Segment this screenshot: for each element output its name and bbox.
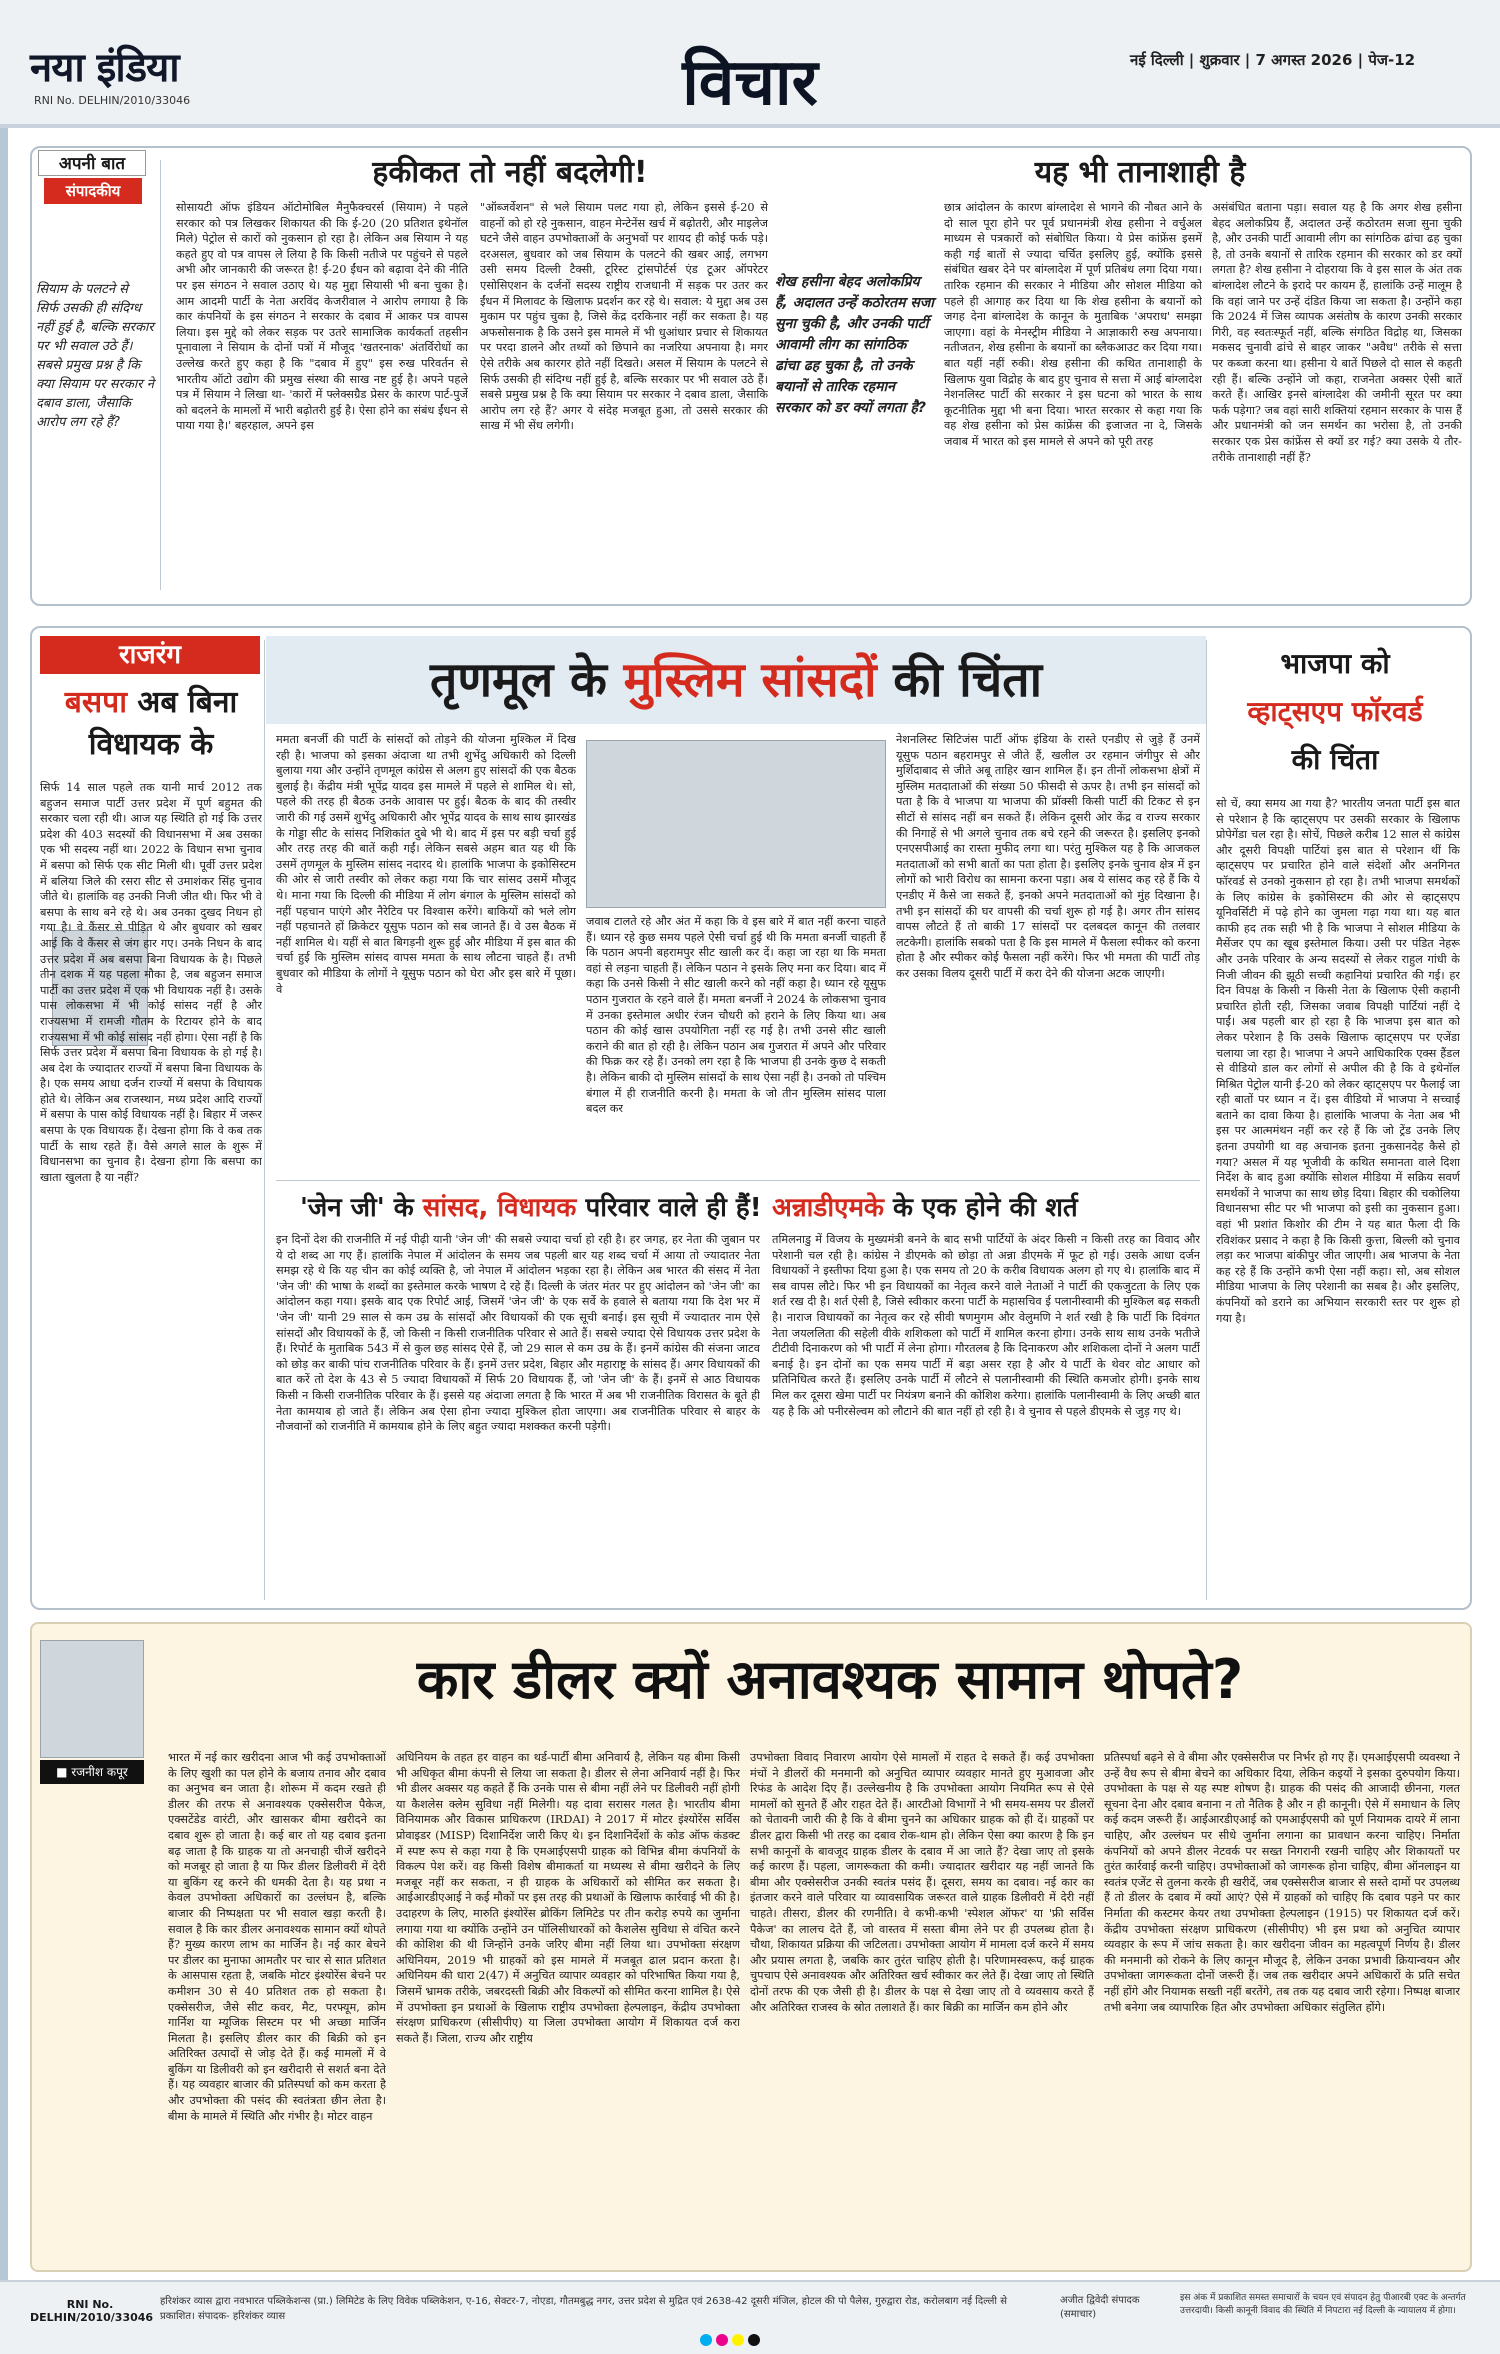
registration-dot-yellow bbox=[732, 2334, 744, 2346]
bjp-story-text: सो चें, क्या समय आ गया है? भारतीय जनता पार्टी इस बात से परेशान है कि व्हाट्सएप पर उसकी सरकार के खिलाफ प्रोपेगेंडा चल रहा है। सोचें, पिछले करीब 12 साल से कांग्रेस और दूसरी विपक्षी पार्टियां इस बात से परेशान थीं कि व्हाट्सएप पर प्रचारित होने वाले संदेशों और अनगिनत फॉरवर्ड से उनको नुकसान हो रहा है। तभी भाजपा समर्थकों के लिए कांग्रेस के इकोसिस्टम की ओर से व्हाट्सएप यूनिवर्सिटी में पढ़े होने का जुमला गढ़ा गया था। यह बात काफी हद तक सही भी है कि भाजपा ने सोशल मीडिया के मैसेंजर एप का खूब इस्तेमाल किया। उसी पर पंडित नेहरू और उनके परिवार के अन्य सदस्यों से लेकर राहुल गांधी के निजी जीवन की झूठी सच्ची कहानियां प्रचारित की गई। हर दिन विपक्ष के किसी न किसी नेता के खिलाफ ऐसी कहानी प्रचारित होती रही, जिसका जवाब विपक्षी पार्टियां नहीं दे पाईं। अब पहली बार हो रहा है कि भाजपा इस बात को लेकर परेशान है कि उसके खिलाफ व्हाट्सएप पर एजेंडा चलाया जा रहा है। भाजपा ने अपने आधिकारिक एक्स हैंडल से वीडियो डाल कर लोगों से अपील की है कि वे इथेनॉल मिश्रित पेट्रोल यानी ई-20 को लेकर व्हाट्सएप पर फैलाई जा रही बातों पर ध्यान न दें। इस वीडियो में भाजपा ने सच्चाई बताने का दावा किया है। हालांकि भाजपा के नेता अब भी इस पर आत्ममंथन नहीं कर रहे हैं कि जो ट्रेंड उनके लिए इतना उपयोगी था वह अचानक इतना नुकसानदेह कैसे हो गया? असल में यह भूजीवी के कथित समानता वाले दिशा निर्देश के बाद हुआ क्योंकि सोशल मीडिया में सक्रिय सवर्ण समर्थकों ने भाजपा का साथ छोड़ दिया। बिहार की चकोलिया विधानसभा सीट पर भी भाजपा को इसी का नुकसान हुआ। वहां भी प्रशांत किशोर की टीम ने यह बात फैला दी कि रविशंकर प्रसाद ने कहा है कि किसी कुत्ता, बिल्ली को चुनाव लड़ा कर भाजपा बांकीपुर जीत जाएगी। अब भाजपा के नेता कह रहे हैं कि उन्होंने कभी ऐसा नहीं कहा। सो, अब सोशल मीडिया भाजपा के लिए परेशानी का सबब है। और इसलिए, कंपनियों को डराने का अभियान सरकारी स्तर पर शुरू हो गया है। bbox=[1216, 797, 1460, 1325]
genz-headline-part-a: 'जेन जी' के bbox=[300, 1193, 423, 1223]
editorial-pullquote: सियाम के पलटने से सिर्फ उसकी ही संदिग्ध नहीं हुई है, बल्कि सरकार पर भी सवाल उठे हैं। सबसे प्रमुख प्रश्न है कि क्या सियाम पर सरकार ने दबाव डाला, जैसाकि आरोप लग रहे हैं? bbox=[36, 282, 154, 430]
aiadmk-headline-part-a: अन्नाडीएमके bbox=[772, 1193, 884, 1223]
trinamool-column-1: ममता बनर्जी की पार्टी के सांसदों को तोड़ने की योजना मुश्किल में दिख रही है। भाजपा को इसका अंदाजा था तभी शुभेंदु अधिकारी को दिल्ली बुलाया गया और उन्होंने तृणमूल कांग्रेस से अलग हुए सांसदों की एक बैठक बुलाई है। केंद्रीय मंत्री भूपेंद्र यादव इस मामले में पहले से शामिल थे। सो, पहले की तरह ही बैठक उनके आवास पर हुई। बैठक के बाद की तस्वीर जारी की गई उसमें शुभेंदु अधिकारी और भूपेंद्र यादव के साथ साथ झारखंड के गोड्डा सीट के सांसद निशिकांत दुबे भी थे। बाद में इस पर बड़ी चर्चा हुई और तरह तरह की बातें कही गईं। लेकिन सबसे अहम बात यह थी कि उसमें तृणमूल के मुस्लिम सांसद नदारद थे। हालांकि भाजपा के इकोसिस्टम की ओर से जारी तस्वीर को लेकर कहा गया कि चार सांसद उसमें मौजूद थे। माना गया कि दिल्ली की मीडिया में लोग बंगाल के मुस्लिम सांसदों को नहीं पहचान पाएंगे और नैरेटिव पर विश्वास करेंगे। बाकियों को भले लोग नहीं पहचानते हों क्रिकेटर यूसुफ पठान को सब जानते हैं। वे उस बैठक में नहीं शामिल थे। यहीं से बात बिगड़नी शुरू हुई और मीडिया में इस बात की चर्चा हुई कि मुस्लिम सांसद वापस ममता के साथ लौटना चाहते हैं। तभी बुधवार को मीडिया के लोगों ने यूसुफ पठान को घेरा और इस बारे में पूछा। वे bbox=[276, 733, 576, 996]
footer-note: इस अंक में प्रकाशित समस्त समाचारों के चयन एवं संपादन हेतु पीआरबी एक्ट के अन्तर्गत उत्तरदायी। किसी कानूनी विवाद की स्थिति में निपटारा नई दिल्ली के न्यायालय में होगा। bbox=[1180, 2293, 1466, 2316]
row-divider bbox=[276, 1180, 1200, 1181]
author-name: ■ रजनीश कपूर bbox=[40, 1760, 144, 1784]
editorial-column-3: छात्र आंदोलन के कारण बांग्लादेश से भागने की नौबत आने के दो साल पूरा होने पर पूर्व प्रधानमंत्री शेख हसीना ने वर्चुअल माध्यम से पत्रकारों को संबोधित किया। ये प्रेस कांफ्रेंस इसमें कही गई बातों से ज्यादा चर्चित इसलिए हुई, क्योंकि इससे संबंधित खबर देने पर बांग्लादेश में पूर्ण प्रतिबंध लगा दिया गया। तारिक रहमान की सरकार ने मीडिया और सोशल मीडिया को पहले ही आगाह कर दिया था कि शेख हसीना के बयानों को जगह देना बांग्लादेश के कानून के मुताबिक 'अपराध' समझा जाएगा। वहां के मेनस्ट्रीम मीडिया ने आज्ञाकारी रुख अपनाया। नतीजतन, शेख हसीना के बयानों का ब्लैकआउट कर दिया गया। बात यहीं नहीं रुकी। शेख हसीना की कथित तानाशाही के खिलाफ युवा विद्रोह के बाद हुए चुनाव से सत्ता में आई बांग्लादेश नेशनलिस्ट पार्टी की सरकार ने इस घटना को भारत के साथ कूटनीतिक मुद्दा भी बना दिया। भारत सरकार से कहा गया कि वह शेख हसीना को प्रेस कांफ्रेंस की इजाजत ना दे, जिसके जवाब में भारत को इस मामले से अपने को पूरी तरह bbox=[944, 201, 1202, 448]
registration-dot-cyan bbox=[700, 2334, 712, 2346]
bjp-headline-part-a: भाजपा को bbox=[1280, 647, 1390, 680]
editorial-column-2: "ऑब्जर्वेशन" से भले सियाम पलट गया हो, लेकिन इससे ई-20 से वाहनों को हो रहे नुकसान, वाहन मेन्टेनेंस खर्च में बढ़ोतरी, और माइलेज घटने जैसे वाहन उपभोक्ताओं के अनुभवों पर शायद ही कोई फर्क पड़े। दरअसल, बुधवार को जब सियाम के पलटने की खबर आई, लगभग उसी समय दिल्ली टैक्सी, टूरिस्ट ट्रांसपोर्टर्स एंड टूअर ऑपरेटर एसोसिएशन के दर्जनों सदस्य राष्ट्रीय राजधानी में सड़क पर उतर कर ईंधन में मिलावट के खिलाफ प्रदर्शन कर रहे थे। सवाल: ये मुद्दा अब उस मुकाम पर पहुंच चुका है, जिसे केंद्र दरकिनार नहीं कर सकता है। यह अफसोसनाक है कि उसने इस मामले में भी धुआंधार प्रचार से शिकायत पर परदा डालने और तथ्यों को छिपाने का नजरिया अपनाया है। मगर ऐसे तरीके अब कारगर होते नहीं दिखते। असल में सियाम के पलटने से सिर्फ उसकी ही संदिग्ध नहीं हुई है, बल्कि सरकार पर भी सवाल उठे हैं। सबसे प्रमुख प्रश्न है कि क्या सियाम पर सरकार ने दबाव डाला, जैसाकि आरोप लग रहे हैं? अगर ये संदेह मजबूत हुआ, तो उससे सरकार की साख में भी सेंध लगेगी। bbox=[480, 201, 768, 433]
author-photo bbox=[40, 1640, 144, 1758]
rni-number: RNI No. DELHIN/2010/33046 bbox=[34, 94, 191, 107]
genz-headline-part-b: सांसद, विधायक bbox=[422, 1193, 577, 1223]
section-title: विचार bbox=[682, 46, 818, 120]
editorial-headline-1: हकीकत तो नहीं बदलेगी! bbox=[372, 155, 648, 190]
genz-headline bbox=[300, 1188, 780, 1224]
bsp-headline-part-b: अब बिना विधायक के bbox=[88, 685, 238, 762]
car-column-1: भारत में नई कार खरीदना आज भी कई उपभोक्ताओं के लिए खुशी का पल होने के बजाय तनाव और दबाव का अनुभव बन जाता है। शोरूम में कदम रखते ही डीलर की तरफ से अनावश्यक एक्सेसरीज पैकेज, एक्सटेंडेड वारंटी, और खासकर बीमा खरीदने का दबाव शुरू हो जाता है। कई बार तो यह दबाव इतना बढ़ जाता है कि ग्राहक या तो अनचाही चीजें खरीदने को मजबूर हो जाता है या फिर डीलर डिलीवरी में देरी या बुकिंग रद्द करने की धमकी देता है। यह प्रथा न केवल उपभोक्ता अधिकारों का उल्लंघन है, बल्कि बाजार की निष्पक्षता पर भी सवाल खड़ा करती है। सवाल है कि कार डीलर अनावश्यक सामान क्यों थोपते हैं? मुख्य कारण लाभ का मार्जिन है। नई कार बेचने पर डीलर का मुनाफा आमतौर पर चार से सात प्रतिशत के आसपास रहता है, जबकि मोटर इंश्योरेंस बेचने पर कमीशन 30 से 40 प्रतिशत तक हो सकता है। एक्सेसरीज, जैसे सीट कवर, मैट, परफ्यूम, क्रोम गार्निश या म्यूजिक सिस्टम पर भी अच्छा मार्जिन मिलता है। इसलिए डीलर कार की बिक्री को इन अतिरिक्त उत्पादों से जोड़ देते हैं। कई मामलों में वे बुकिंग या डिलीवरी को इन खरीदारी से सशर्त बना देते हैं। यह व्यवहार बाजार की प्रतिस्पर्धा को कम करता है और उपभोक्ता की पसंद की स्वतंत्रता छीन लेता है। बीमा के मामले में स्थिति और गंभीर है। मोटर वाहन bbox=[168, 1751, 386, 2123]
column-divider bbox=[264, 640, 265, 1600]
footer-rni: RNI No. DELHIN/2010/33046 bbox=[30, 2298, 154, 2324]
trinamool-headline bbox=[266, 640, 1206, 720]
editorial-tag: अपनी बात bbox=[38, 150, 146, 176]
editorial-headline-2: यह भी तानाशाही है bbox=[1034, 155, 1246, 190]
bsp-headline-part-a: बसपा bbox=[64, 685, 127, 720]
car-column-3: उपभोक्ता विवाद निवारण आयोग ऐसे मामलों में राहत दे सकते हैं। कई उपभोक्ता मंचों ने डीलरों की मनमानी को अनुचित व्यापार व्यवहार मानते हुए मुआवजा और रिफंड के आदेश दिए हैं। उल्लेखनीय है कि उपभोक्ता आयोग नियमित रूप से ऐसे मामलों को सुनते हैं और राहत देते हैं। आरटीओ विभागों ने भी समय-समय पर डीलरों को चेतावनी जारी की है कि वे बीमा चुनने का अधिकार ग्राहक को ही दें। ग्राहकों पर डीलर द्वारा किसी भी तरह का दबाव रोक-थाम हो। लेकिन ऐसा क्या कारण है कि इन सभी कानूनों के बावजूद ग्राहक डीलर के दबाव में आ जाते हैं? देखा जाए तो इसके कई कारण हैं। पहला, जागरूकता की कमी। ज्यादातर खरीदार यह नहीं जानते कि बीमा और एक्सेसरीज उनकी स्वतंत्र पसंद हैं। दूसरा, समय का दबाव। नई कार का इंतजार करने वाले परिवार या व्यावसायिक जरूरत वाले ग्राहक डिलीवरी में देरी नहीं चाहते। तीसरा, डीलर की रणनीति। वे कभी-कभी 'स्पेशल ऑफर' या 'फ्री सर्विस पैकेज' का लालच देते हैं, जो वास्तव में सस्ता बीमा लेने पर ही उपलब्ध होता है। चौथा, शिकायत प्रक्रिया की जटिलता। उपभोक्ता आयोग में मामला दर्ज करने में समय और प्रयास लगता है, जबकि कार तुरंत चाहिए होती है। परिणामस्वरूप, कई ग्राहक चुपचाप ऐसे अनावश्यक और अतिरिक्त खर्च स्वीकार कर लेते हैं। देखा जाए तो स्थिति दोनों तरफ की एक जैसी ही है। डीलर के पक्ष से देखा जाए तो वे व्यवसाय करते हैं और अतिरिक्त राजस्व के स्रोत तलाशते हैं। कार बिक्री का मार्जिन कम होने और bbox=[750, 1751, 1094, 2014]
registration-dot-black bbox=[748, 2334, 760, 2346]
bsp-headline bbox=[38, 682, 264, 766]
registration-dot-magenta bbox=[716, 2334, 728, 2346]
car-headline: कार डीलर क्यों अनावश्यक सामान थोपते? bbox=[416, 1648, 1244, 1711]
car-column-2: अधिनियम के तहत हर वाहन का थर्ड-पार्टी बीमा अनिवार्य है, लेकिन यह बीमा किसी भी अधिकृत बीमा कंपनी से लिया जा सकता है। डीलर से लेना अनिवार्य नहीं है। फिर भी डीलर अक्सर यह कहते हैं कि उनके पास से बीमा नहीं लेने पर डिलीवरी नहीं होगी या कैशलेस क्लेम सुविधा नहीं मिलेगी। यह दावा सरासर गलत है। भारतीय बीमा विनियामक और विकास प्राधिकरण (IRDAI) ने 2017 में मोटर इंश्योरेंस सर्विस प्रोवाइडर (MISP) दिशानिर्देश जारी किए थे। इन दिशानिर्देशों के कोड ऑफ कंडक्ट में स्पष्ट रूप से कहा गया है कि एमआईएसपी ग्राहक को विभिन्न बीमा कंपनियों के विकल्प पेश करें। वह किसी विशेष बीमाकर्ता या मध्यस्थ से बीमा खरीदने के लिए मजबूर नहीं कर सकता, न ही ग्राहक के अधिकारों को सीमित कर सकता है। आईआरडीएआई ने कई मौकों पर इस तरह की प्रथाओं के खिलाफ कार्रवाई भी की है। उदाहरण के लिए, मारुति इंश्योरेंस ब्रोकिंग लिमिटेड पर तीन करोड़ रुपये का जुर्माना लगाया गया था क्योंकि उन्होंने उन पॉलिसीधारकों को कैशलेस सुविधा से वंचित करने की कोशिश की थी जिन्होंने उनके जरिए बीमा नहीं लिया था। उपभोक्ता संरक्षण अधिनियम, 2019 भी ग्राहकों को इस मामले में मजबूत ढाल प्रदान करता है। अधिनियम की धारा 2(47) में अनुचित व्यापार व्यवहार को परिभाषित किया गया है, जिसमें भ्रामक तरीके, जबरदस्ती बिक्री और विकल्पों को सीमित करना शामिल है। ऐसे में उपभोक्ता इन प्रथाओं के खिलाफ राष्ट्रीय उपभोक्ता हेल्पलाइन, केंद्रीय उपभोक्ता संरक्षण प्राधिकरण (सीसीपीए) या जिला उपभोक्ता आयोग में शिकायत दर्ज करा सकते हैं। जिला, राज्य और राष्ट्रीय bbox=[396, 1751, 740, 2045]
footer-imprint: हरिशंकर व्यास द्वारा नवभारत पब्लिकेशन्स (प्रा.) लिमिटेड के लिए विवेक पब्लिकेशन, ए-16, सेक्टर-7, नोएडा, गौतमबुद्ध नगर, उत्तर प्रदेश से मुद्रित एवं 2638-42 दूसरी मंजिल, होटल की पो पैलेस, गुरुद्वारा रोड, करोलबाग नई दिल्ली से प्रकाशित। संपादक- हरिशंकर व्यास bbox=[160, 2296, 1007, 2322]
trinamool-headline-part-a: तृणमूल के bbox=[429, 652, 624, 708]
car-column-4: प्रतिस्पर्धा बढ़ने से वे बीमा और एक्सेसरीज पर निर्भर हो गए हैं। एमआईएसपी व्यवस्था ने उन्हें वैध रूप से बीमा बेचने का अधिकार दिया, लेकिन कइयों ने इसका दुरुपयोग किया। उपभोक्ता के पक्ष से यह स्पष्ट शोषण है। ग्राहक की पसंद की आजादी छीनना, गलत सूचना देना और दबाव बनाना न तो नैतिक है और न ही कानूनी। ऐसे में समाधान के लिए कई कदम जरूरी हैं। आईआरडीएआई को एमआईएसपी को पूर्ण नियामक दायरे में लाना चाहिए, और उल्लंघन पर सीधे जुर्माना लगाना का प्रावधान करना चाहिए। निर्माता कंपनियों को अपने डीलर नेटवर्क पर सख्त निगरानी रखनी चाहिए और शिकायतों पर तुरंत कार्रवाई करनी चाहिए। उपभोक्ताओं को जागरूक होना चाहिए, बीमा ऑनलाइन या स्वतंत्र एजेंट से तुलना करके ही खरीदें, जब एक्सेसरीज बाजार से सस्ते दामों पर उपलब्ध हैं तो डीलर के दबाव में क्यों आएं? ऐसे में ग्राहकों को चाहिए कि दबाव पड़ने पर कार निर्माता की कस्टमर केयर तथा उपभोक्ता हेल्पलाइन (1915) पर शिकायत दर्ज करें। केंद्रीय उपभोक्ता संरक्षण प्राधिकरण (सीसीपीए) भी इस प्रथा को अनुचित व्यापार व्यवहार के रूप में जांच सकता है। कार खरीदना जीवन का महत्वपूर्ण निर्णय है। डीलर की मनमानी को रोकने के लिए कानून मौजूद है, लेकिन उनका प्रभावी क्रियान्वयन और उपभोक्ता जागरूकता दोनों जरूरी हैं। जब तक खरीदार अपने अधिकारों के प्रति सचेत नहीं होंगे और नियामक सख्ती नहीं बरतेंगे, तब तक यह दबाव जारी रहेगा। निष्पक्ष बाजार तभी बनेगा जब व्यापारिक हित और उपभोक्ता अधिकार संतुलित होंगे। bbox=[1104, 1751, 1460, 2014]
genz-headline-part-c: परिवार वाले ही हैं! bbox=[576, 1193, 762, 1223]
column-divider bbox=[160, 160, 161, 590]
column-divider bbox=[1206, 640, 1207, 1600]
aiadmk-story-text: तमिलनाडु में विजय के मुख्यमंत्री बनने के बाद सभी पार्टियों के अंदर किसी न किसी तरह का विवाद और परेशानी चल रही है। कांग्रेस ने डीएमके को छोड़ा तो अन्ना डीएमके में फूट हो गई। उसके आधा दर्जन विधायकों ने इस्तीफा दिया हुआ है। एक समय तो 20 के करीब विधायक अलग हो गए थे। हालांकि बाद में सब वापस लौटे। फिर भी इन विधायकों का नेतृत्व करने वाले नेताओं ने पार्टी की एकजुटता के लिए एक शर्त रख दी है। शर्त ऐसी है, जिसे स्वीकार करना पार्टी के महासचिव ई पलानीस्वामी की मुश्किल बढ़ सकती है। नाराज विधायकों का नेतृत्व कर रहे सीवी षणमुगम और वेलुमणि ने शर्त रखी है कि पार्टी कि दिवंगत नेता जयललिता की सहेली वीके शशिकला को पार्टी में शामिल करना होगा। उनके साथ साथ उनके भतीजे टीटीवी दिनाकरण को भी पार्टी में लेना होगा। गौरतलब है कि दिनाकरण और शशिकला दोनों ने अलग पार्टी बनाई है। इन दोनों का एक समय पार्टी में बड़ा असर रहा है और ये पार्टी के थेवर वोट आधार को प्रतिनिधित्व करते हैं। इसलिए उनके पार्टी में लौटने से पलानीस्वामी की स्थिति कमजोर होगी। इनके साथ मिल कर दूसरा खेमा पार्टी पर नियंत्रण बनाने की कोशिश करेगा। हालांकि पलानीस्वामी के लिए अच्छी बात यह है कि ओ पनीरसेल्वम को लौटाने की बात नहीं हो रही है। वे चुनाव से पहले डीएमके से जुड़ गए थे। bbox=[772, 1233, 1200, 1418]
editorial-column-4: असंबंधित बताना पड़ा। सवाल यह है कि अगर शेख हसीना बेहद अलोकप्रिय हैं, अदालत उन्हें कठोरतम सजा सुना चुकी है, और उनकी पार्टी आवामी लीग का सांगठिक ढांचा ढह चुका है, तो उनके बयानों से तारिक रहमान की सरकार को डर क्यों लगता है? शेख हसीना ने दोहराया कि वे इस साल के अंत तक बांग्लादेश लौटने के इरादे पर कायम हैं, हालांकि उन्हें मालूम है कि वहां जाने पर उन्हें दंडित किया जा सकता है। उन्होंने कहा कि 2024 में जिस व्यापक असंतोष के कारण उनकी सरकार गिरी, वह स्वतःस्फूर्त नहीं, बल्कि संगठित विद्रोह था, जिसका मकसद चुनावी ढांचे से बाहर जाकर "अवैध" तरीके से सत्ता पर कब्जा करना था। हसीना ये बातें पिछले दो साल से कहती रही हैं। बल्कि उन्होंने जो कहा, राजनेता अक्सर ऐसी बातें करते हैं। आखिर इनसे बांग्लादेश की जमीनी सूरत पर क्या फर्क पड़ेगा? जब वहां सारी शक्तियां रहमान सरकार के पास हैं और प्रधानमंत्री को जन समर्थन का भरोसा है, तो उनकी सरकार एक प्रेस कांफ्रेंस से क्यों डर गई? क्या उसके ये तौर-तरीके तानाशाही नहीं हैं? bbox=[1212, 201, 1462, 464]
bsp-story-text: सिर्फ 14 साल पहले तक यानी मार्च 2012 तक बहुजन समाज पार्टी उत्तर प्रदेश में पूर्ण बहुमत की सरकार चला रही थी। आज यह स्थिति हो गई कि उत्तर प्रदेश की 403 सदस्यों की विधानसभा में अब उसका एक भी सदस्य नहीं था। 2022 के विधान सभा चुनाव में बसपा को सिर्फ एक सीट मिली थी। पूर्वी उत्तर प्रदेश में बलिया जिले की रसरा सीट से उमाशंकर सिंह चुनाव जीते थे। हालांकि वह उनकी निजी जीत थी। फिर भी वे बसपा के साथ बने रहे थे। अब उनका दुखद निधन हो गया है। वे कैंसर से पीड़ित थे और बुधवार को खबर आई कि वे कैंसर से जंग हार गए। उनके निधन के बाद उत्तर प्रदेश में अब बसपा बिना विधायक के है। पिछले तीन दशक में यह पहला मौका है, जब बहुजन समाज पार्टी का उत्तर प्रदेश में एक भी विधायक नहीं है। उसके पास लोकसभा में भी कोई सांसद नहीं है और राज्यसभा में रामजी गौतम के रिटायर होने के बाद राज्यसभा में भी कोई सांसद नहीं होगा। ऐसा नहीं है कि सिर्फ उत्तर प्रदेश में बसपा बिना विधायक के हो गई है। अब देश के ज्यादातर राज्यों में बसपा बिना विधायक के है। एक समय आधा दर्जन राज्यों में बसपा के विधायक होते थे। लेकिन अब राजस्थान, मध्य प्रदेश आदि राज्यों में बसपा के पास कोई विधायक नहीं है। बिहार में जरूर बसपा के एक विधायक हैं। देखना होगा कि वे कब तक पार्टी के साथ रहते हैं। वैसे अगले साल के शुरू में विधानसभा का चुनाव है। देखना होगा कि बसपा का खाता खुलता है या नहीं? bbox=[40, 781, 262, 1184]
left-margin-bar bbox=[0, 0, 8, 2354]
trinamool-headline-part-b: मुस्लिम सांसदों bbox=[623, 652, 877, 708]
editorial-subtag: संपादकीय bbox=[44, 178, 142, 204]
editorial-quote-2: शेख हसीना बेहद अलोकप्रिय हैं, अदालत उन्हें कठोरतम सजा सुना चुकी है, और उनकी पार्टी आवामी लीग का सांगठिक ढांचा ढह चुका है, तो उनके बयानों से तारिक रहमान सरकार को डर क्यों लगता है? bbox=[775, 274, 934, 416]
trinamool-photo bbox=[586, 740, 886, 908]
trinamool-column-2: जवाब टालते रहे और अंत में कहा कि वे इस बारे में बात नहीं करना चाहते हैं। ध्यान रहे कुछ समय पहले ऐसी चर्चा हुई थी कि ममता बनर्जी चाहती हैं कि पठान अपनी बहरामपुर सीट खाली कर दें। कहा जा रहा था कि ममता वहां से लड़ना चाहती हैं। लेकिन पठान ने इसके लिए मना कर दिया। बाद में कहा कि उनसे किसी ने सीट खाली करने को नहीं कहा है। ध्यान रहे यूसुफ पठान गुजरात के रहने वाले हैं। ममता बनर्जी ने 2024 के लोकसभा चुनाव में उनका इस्तेमाल अधीर रंजन चौधरी को हराने के लिए किया था। अब पठान की कोई खास उपयोगिता नहीं रह गई है। तभी उनसे सीट खाली कराने की बात हो रही है। लेकिन पठान अब गुजरात में अपने और परिवार की फिक्र कर रहे हैं। उनको लग रहा है कि भाजपा ही उनके कुछ दे सकती है। लेकिन बाकी दो मुस्लिम सांसदों के साथ ऐसा नहीं है। उनको तो पश्चिम बंगाल में ही राजनीति करनी है। ममता के जो तीन मुस्लिम सांसद पाला बदल कर bbox=[586, 915, 886, 1116]
dateline: नई दिल्ली | शुक्रवार | 7 अगस्त 2026 | पेज-12 bbox=[1130, 51, 1416, 69]
bjp-headline bbox=[1210, 640, 1460, 784]
genz-story-text: इन दिनों देश की राजनीति में नई पीढ़ी यानी 'जेन जी' की सबसे ज्यादा चर्चा हो रही है। हर जगह, हर नेता की जुबान पर ये दो शब्द आ गए हैं। हालांकि नेपाल में आंदोलन के समय जब पहली बार यह शब्द चर्चा में आया तो ज्यादातर नेता समझ रहे थे कि यह चीन का कोई व्यक्ति है, जो नेपाल में आंदोलन भड़का रहा है। लेकिन अब भारत की संसद में नेता 'जेन जी' की भाषा के शब्दों का इस्तेमाल करके भाषण दे रहे हैं। दिल्ली के जंतर मंतर पर हुए आंदोलन को 'जेन जी' का आंदोलन कहा गया। इसके बाद एक रिपोर्ट आई, जिसमें 'जेन जी' के एक सर्वे के हवाले से बताया गया कि देश भर में 'जेन जी' यानी 29 साल से कम उम्र के सांसदों और विधायकों की एक सूची बनाई। इस सूची में ज्यादातर नाम ऐसे सांसदों और विधायकों के हैं, जो किसी न किसी राजनीतिक परिवार से आते हैं। सबसे ज्यादा ऐसे विधायक उत्तर प्रदेश के हैं। रिपोर्ट के मुताबिक 543 में से कुल छह सांसद ऐसे हैं, जो 29 साल से कम उम्र के हैं। इनमें कांग्रेस की संजना जाटव को छोड़ कर बाकी पांच राजनीतिक परिवार के हैं। इनमें उत्तर प्रदेश, बिहार और महाराष्ट्र के सांसद हैं। अगर विधायकों की बात करें तो देश के 43 से 5 ज्यादा विधायकों में सिर्फ 20 विधायक हैं, जो 'जेन जी' के हैं। इनमें से आठ विधायक किसी न किसी राजनीतिक परिवार के हैं। इससे यह अंदाजा लगता है कि भारत में अब भी राजनीतिक विरासत के बूते ही नेता कामयाब हो जाते हैं। लेकिन अब ऐसा होना ज्यादा मुश्किल होता जाएगा। अब राजनीतिक परिवार से बाहर के नौजवानों को राजनीति में कामयाब होने के लिए बहुत ज्यादा मशक्कत करनी पड़ेगी। bbox=[276, 1233, 760, 1434]
newspaper-logo: नया इंडिया bbox=[30, 45, 179, 91]
aiadmk-headline-part-b: के एक होने की शर्त bbox=[883, 1193, 1078, 1223]
trinamool-headline-part-c: की चिंता bbox=[876, 652, 1043, 708]
editorial-column-1: सोसायटी ऑफ इंडियन ऑटोमोबिल मैनुफैक्चरर्स (सियाम) ने पहले सरकार को पत्र लिखकर शिकायत की कि ई-20 (20 प्रतिशत इथेनॉल मिले) पेट्रोल से कारों को नुकसान हो रहा है। लेकिन अब सियाम ने यह कहते हुए वो पत्र वापस ले लिया है कि किसी नतीजे पर पहुंचने से पहले अभी और जानकारी की जरूरत है! ई-20 ईंधन को बढ़ावा देने की नीति पर इस संगठन ने सवाल उठाए थे। यह मुद्दा सियासी भी बना चुका है। आम आदमी पार्टी के नेता अरविंद केजरीवाल ने आरोप लगाया है कि कार कंपनियों के इस संगठन ने सरकार के दबाव में आकर पत्र वापस लिया। इस मुद्दे को लेकर सड़क पर उतरे सामाजिक कार्यकर्ता तहसीन पूनावाला ने सियाम के दोनों पत्रों में मौजूद 'खतरनाक' अंतर्विरोधों का उल्लेख करते हुए कहा है कि "दबाव में हुए" इस रुख परिवर्तन से भारतीय ऑटो उद्योग की प्रमुख संस्था की साख नष्ट हुई है। अपने पहले पत्र में सियाम ने लिखा था- 'कारों में फ्लेक्सग्रैड प्रेसर के कारण पार्ट-पुर्जे को बदलने के मामलों में भारी बढ़ोतरी हुई है। ऐसा होने का संबंध ईंधन से पाया गया है।' बहरहाल, अपने इस bbox=[176, 201, 468, 433]
trinamool-column-3: नेशनलिस्ट सिटिजंस पार्टी ऑफ इंडिया के रास्ते एनडीए से जुड़े हैं उनमें यूसुफ पठान बहरामपुर से जीते हैं, खलील उर रहमान जंगीपुर से और मुर्शिदाबाद से जीते अबू ताहिर खान शामिल हैं। इन तीनों लोकसभा क्षेत्रों में मुस्लिम मतदाताओं की संख्या 50 फीसदी से ऊपर है। तभी इन सांसदों को पता है कि वे भाजपा या भाजपा की प्रॉक्सी किसी पार्टी की टिकट से इन सीटों से सांसद नहीं बन सकते हैं। लेकिन दूसरी ओर केंद्र व राज्य सरकार की निगाहें से भी अगले चुनाव तक बचे रहने की जरूरत है। इसलिए इनको एनएसपीआई का रास्ता मुफीद लगा था। परंतु मुश्किल यह है कि आजकल मतदाताओं को सभी बातों का पता होता है। इसलिए इनके चुनाव क्षेत्र में इन लोगों को भारी विरोध का सामना करना पड़ा। अब ये सांसद कह रहे हैं कि ये एनडीए में कैसे जा सकते हैं, इनको अपने मतदाताओं को मुंह दिखाना है। तभी इन सांसदों की घर वापसी की चर्चा शुरू हो गई है। अगर तीन सांसद वापस लौटते हैं तो बाकी 17 सांसदों पर दलबदल कानून की तलवार लटकेगी। हालांकि सबको पता है कि इस मामले में फैसला स्पीकर को करना होता है और स्पीकर कोई फैसला नहीं करेंगे। फिर भी ममता की पार्टी तोड़ कर उसका विलय दूसरी पार्टी में करा देने की योजना अटक जाएगी। bbox=[896, 733, 1200, 980]
bjp-headline-part-b: व्हाट्सएप फॉरवर्ड bbox=[1247, 695, 1423, 728]
aiadmk-headline bbox=[772, 1188, 1212, 1224]
bjp-headline-part-c: की चिंता bbox=[1291, 743, 1379, 776]
footer-editor: अजीत द्विवेदी संपादक (समाचार) bbox=[1060, 2295, 1140, 2320]
rajrang-tag: राजरंग bbox=[40, 636, 260, 674]
